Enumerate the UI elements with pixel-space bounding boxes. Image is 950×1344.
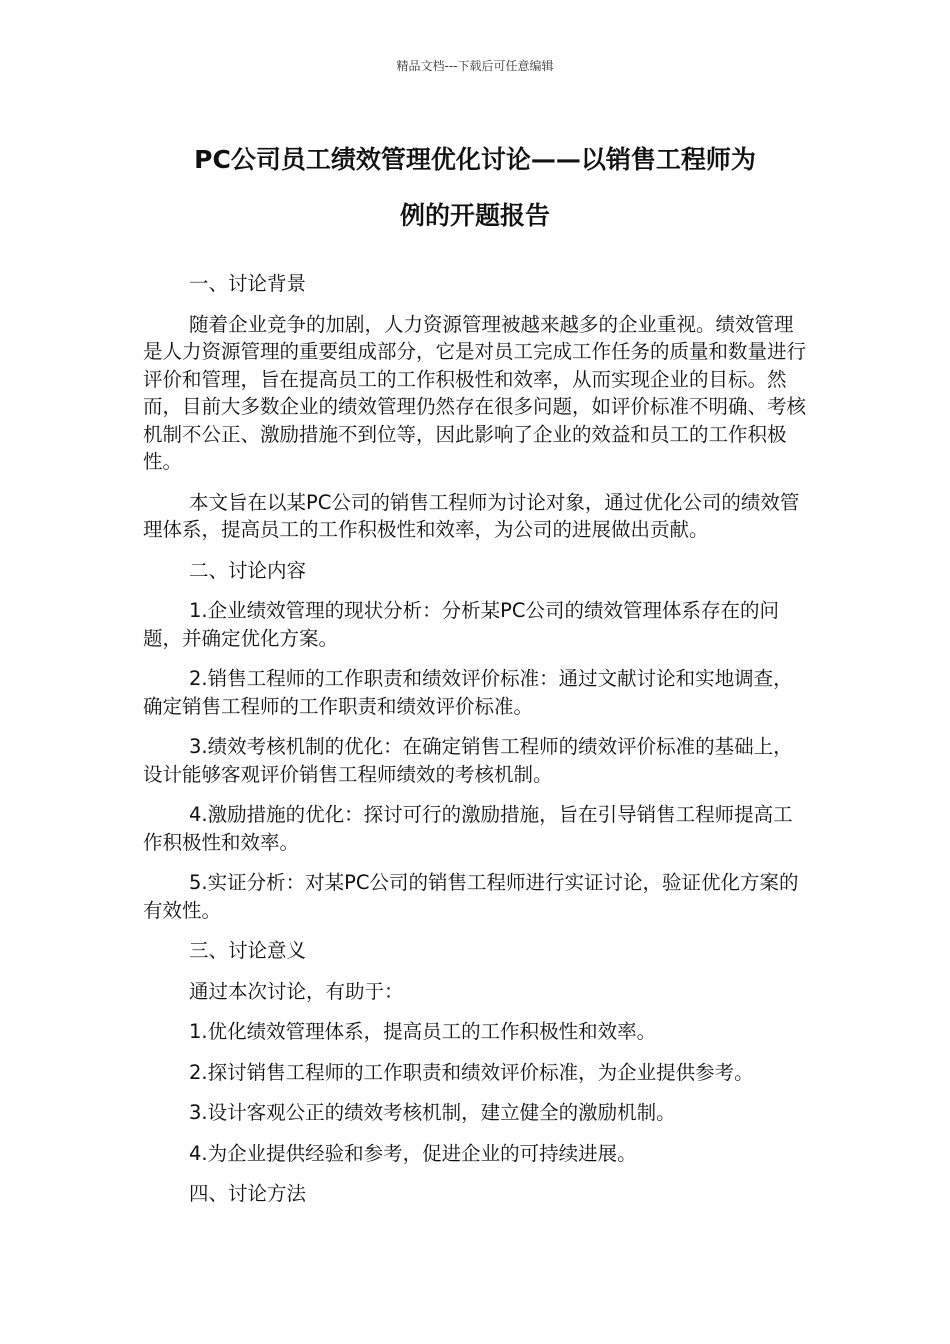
section-heading-method: 四、讨论方法 bbox=[189, 1182, 307, 1205]
document-body bbox=[143, 270, 807, 1221]
content-item-3: 3.绩效考核机制的优化：在确定销售工程师的绩效评价标准的基础上，设计能够客观评价销售工程师绩效的考核机制。 bbox=[143, 735, 793, 786]
significance-item-2: 2.探讨销售工程师的工作职责和绩效评价标准，为企业提供参考。 bbox=[189, 1060, 754, 1084]
paragraph-background-1: 随着企业竞争的加剧，人力资源管理被越来越多的企业重视。绩效管理是人力资源管理的重要组成部分，它是对员工完成工作任务的质量和数量进行评价和管理，旨在提高员工的工作积极性和效率，从而实现企业的目标。然而，目前大多数企业的绩效管理仍然存在很多问题，如评价标准不明确、考核机制不公正、激励措施不到位等，因此影响了企业的效益和员工的工作积极性。 bbox=[143, 312, 807, 473]
content-item-4: 4.激励措施的优化：探讨可行的激励措施，旨在引导销售工程师提高工作积极性和效率。 bbox=[143, 803, 793, 854]
document-title-line-2: 例的开题报告 bbox=[399, 201, 550, 230]
section-heading-significance: 三、讨论意义 bbox=[189, 939, 307, 962]
header-note: 精品文档---下载后可任意编辑 bbox=[396, 59, 554, 73]
document-title-line-1: PC公司员工绩效管理优化讨论——以销售工程师为 bbox=[194, 145, 756, 174]
significance-item-4: 4.为企业提供经验和参考，促进企业的可持续进展。 bbox=[189, 1141, 637, 1165]
section-heading-content: 二、讨论内容 bbox=[189, 558, 307, 582]
significance-item-3: 3.设计客观公正的绩效考核机制，建立健全的激励机制。 bbox=[189, 1101, 676, 1124]
content-item-2: 2.销售工程师的工作职责和绩效评价标准：通过文献讨论和实地调查，确定销售工程师的工作职责和绩效评价标准。 bbox=[143, 667, 793, 718]
content-item-1: 1.企业绩效管理的现状分析：分析某PC公司的绩效管理体系存在的问题，并确定优化方案。 bbox=[143, 599, 779, 650]
section-heading-background: 一、讨论背景 bbox=[189, 272, 307, 295]
significance-intro: 通过本次讨论，有助于： bbox=[189, 979, 404, 1003]
content-item-5: 5.实证分析：对某PC公司的销售工程师进行实证讨论，验证优化方案的有效性。 bbox=[143, 871, 799, 922]
paragraph-background-2: 本文旨在以某PC公司的销售工程师为讨论对象，通过优化公司的绩效管理体系，提高员工的工作积极性和效率，为公司的进展做出贡献。 bbox=[143, 490, 800, 541]
significance-item-1: 1.优化绩效管理体系，提高员工的工作积极性和效率。 bbox=[189, 1020, 657, 1043]
